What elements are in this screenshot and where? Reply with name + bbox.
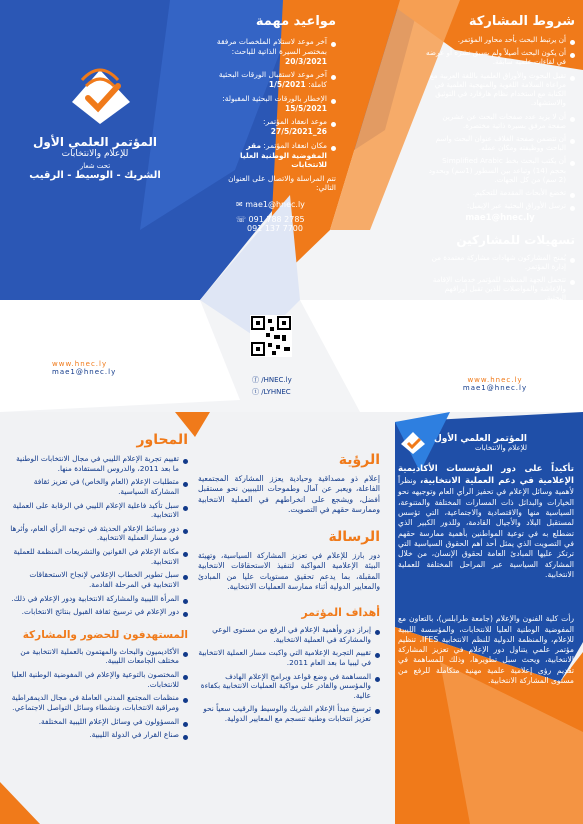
facilities-title: تسهيلات للمشاركين — [456, 232, 575, 247]
condition-item: أن يكتب البحث بخط Simplified Arabic بحجم (14) وتباعد بين السطور (1سم) وبحدود (2 سم) من كل الجهات. — [425, 156, 575, 184]
date-item: الإخطار بالورقات البحثية المقبولة: 15/5/2021 — [216, 94, 336, 114]
conference-logo-small — [398, 430, 428, 456]
conditions-title: شروط المشاركة — [468, 14, 575, 29]
audience-item: الأكاديميون والبحاث والمهتمون بالعملية الانتخابية من مختلف الجامعات الليبية. — [8, 647, 188, 666]
intro-section — [398, 430, 574, 686]
email-link-left[interactable]: mae1@hnec.ly — [52, 368, 117, 376]
dates-title: مواعيد مهمة — [255, 14, 336, 29]
date-item: آخر موعد لاستلام الملخصات مرفقة بمختصر السيرة الذاتية للباحث: 20/3/2021 — [216, 37, 336, 66]
important-dates-section — [216, 14, 336, 233]
conditions-section — [425, 14, 575, 325]
axis-item: سبل تطوير الخطاب الإعلامي لإنجاح الاستحقاقات الانتخابية في المرحلة القادمة. — [8, 570, 188, 589]
facility-item: تنشر الأبحاث المشاركة في كتاب يوثق أعمال المؤتمر. — [425, 307, 575, 325]
conference-logo — [60, 62, 140, 128]
vision-title: الرؤية — [338, 452, 380, 468]
facebook-icon: ⓕ — [252, 376, 259, 384]
intro-bold: تأكيداً على دور المؤسسات الأكاديمية الإعلامية في دعم العملية الانتخابية، — [398, 464, 574, 486]
phone-icon: ☏ — [236, 215, 249, 224]
facility-item: تتحمل الجهة المنظمة للمؤتمر خدمات الإقامة والإعاشة والمواصلات للذين تقبل أوراقهم البحثية. — [425, 275, 575, 303]
audience-title: المستهدفون للحضور والمشاركة — [22, 628, 188, 641]
audience-item: المختصون بالتوعية والإعلام في المفوضية الوطنية العليا للانتخابات. — [8, 670, 188, 689]
phone-number-2: 091 137 7700 — [247, 224, 303, 233]
axis-item: تقييم تجربة الإعلام الليبي في مجال الانتخابات الوطنية ما بعد 2011، والدروس المستفادة منها. — [8, 454, 188, 473]
condition-item: أن يرتبط البحث بأحد محاور المؤتمر. — [425, 35, 575, 44]
axis-item: دور وسائط الإعلام الحديثة في توجيه الرأي العام، وأثرها في مسار العملية الانتخابية. — [8, 524, 188, 543]
slogan-label: تحت شعار — [79, 162, 111, 170]
conference-title: المؤتمر العلمي الأول — [33, 135, 157, 149]
website-link-left[interactable]: www.hnec.ly — [52, 360, 108, 368]
axis-item: متطلبات الإعلام (العام والخاص) في تعزيز ثقافة المشاركة السياسية. — [8, 477, 188, 496]
mission-text: دور بارز للإعلام في تعزيز المشاركة السياسية، وتهيئة البيئة الإعلامية المواكبة لتنفيذ الاستحقاقات الانتخابية المقبلة، بما يدعم تحقيق مستويات عليا من المبادئ والمعايير الدولية أثناء ممارسة العمليات الانتخابية. — [198, 551, 380, 591]
condition-item: تقبل البحوث والأوراق العلمية باللغة العربية مع مراعاة السلامة اللغوية والمنهجية العلمية في الكتابة مع استخدام نظام هارفارد في التوثيق والاستشهاد. — [425, 71, 575, 108]
audience-item: صناع القرار في الدولة الليبية. — [8, 730, 188, 740]
intro-text: ونظراً لأهمية وسائل الإعلام في تحفيز الرأي العام وتوجيهه نحو الخيارات والبدائل ذات المسارات المختلفة والمتنوعة، السياسية منها والاقتصادية والاجتماعية، التي تؤسس لمستقبل البلاد والأجيال القادمة، وللدور الكبير الذي تضطلع به في توعية المواطنين بأهمية ممارسة حقهم في التصويت الذي يمثل أحد أهم الحقوق السياسية التي ترتكز عليها المبادئ العامة لحقوق الإنسان، من خلال المشاركة السياسية عبر المراحل المختلفة للعملية الانتخابية. — [398, 475, 574, 579]
goal-item: ترسيخ مبدأ الإعلام الشريك والوسيط والرقيب سعياً نحو تعزيز انتخابات وطنية تنسجم مع المعايير الدولية. — [198, 704, 380, 723]
date-item: آخر موعد لاستقبال الورقات البحثية كاملة: 1/5/2021 — [216, 70, 336, 90]
condition-item: أن تتضمن صفحة الغلاف عنوان البحث واسم الباحث ووظيفته ومكان عمله. — [425, 134, 575, 152]
goal-item: المساهمة في وضع قواعد وبرامج الإعلام الهادف والمؤسس والقادر على مواكبة العمليات الانتخابية بكفاءة عالية. — [198, 672, 380, 701]
qr-code — [250, 315, 292, 357]
goal-item: تقييم التجربة الإعلامية التي واكبت مسار العملية الانتخابية في ليبيا ما بعد العام 2011. — [198, 648, 380, 667]
conference-subtitle: للإعلام والانتخابات — [61, 149, 129, 159]
audience-item: منظمات المجتمع المدني العاملة في مجال الديمقراطية ومراقبة الانتخابات، ونشطاء وسائل التواصل الاجتماعي. — [8, 693, 188, 712]
condition-item: ترسل الأوراق البحثية عبر الإيميل: — [425, 201, 575, 210]
date-item: موعد انعقاد المؤتمر: 26_27/5/2021 — [216, 117, 336, 137]
condition-item: أن لا يزيد عدد صفحات البحث عن عشرين صفحة مرفق بسيرة ذاتية مختصرة. — [425, 112, 575, 130]
condition-item: أن يكون البحث أصيلاً ولم يسبق نشره أو عرضه في لقاءات علمية سابقة. — [425, 48, 575, 66]
conference-small-title: المؤتمر العلمي الأول — [434, 434, 527, 444]
condition-item: تخضع الأبحاث المقدمة للتحكيم. — [425, 188, 575, 197]
axis-item: دور الإعلام في ترسيخ ثقافة القبول بنتائج الانتخابات. — [8, 607, 188, 617]
college-text: رأت كلية الفنون والإعلام (جامعة طرابلس)، بالتعاون مع المفوضية الوطنية العليا للانتخابات، والمؤسسة الليبية للإعلام، والمنظمة الدولية للنظم الانتخابية IFES، تنظيم مؤتمر علمي يتناول دور الإعلام في تعزيز المشاركة الانتخابية، ويحث سبل تطويرها، وذلك للمساهمة في تقديم رؤى إعلامية علمية مهنية متكاملة للرفع من مستوى المشاركة الانتخابية. — [398, 614, 574, 686]
vision-text: إعلام ذو مصداقية وحيادية يعزز المشاركة المجتمعية الفاعلة، ويعبر عن آمال وطموحات الليبيين نحو مستقبل أفضل، ويشجع على انخراطهم في العملية الانتخابية وممارسة حقهم في التصويت. — [198, 474, 380, 514]
conference-small-subtitle: للإعلام والانتخابات — [475, 444, 527, 452]
axis-item: سبل تأكيد فاعلية الإعلام الليبي في الرقابة على العملية الانتخابية. — [8, 501, 188, 520]
twitter-icon: ⓣ — [252, 388, 259, 396]
axis-item: المرأة الليبية والمشاركة الانتخابية ودور الإعلام في ذلك. — [8, 594, 188, 604]
facility-item: يُمنح المشاركون شهادات مشاركة معتمدة من إدارة المؤتمر. — [425, 253, 575, 271]
brochure-inner-side — [0, 412, 583, 824]
date-item: مكان انعقاد المؤتمر: مقر المفوضية الوطنية العليا للانتخابات — [216, 141, 336, 170]
email-link-right[interactable]: mae1@hnec.ly — [462, 384, 528, 392]
website-link-right[interactable]: www.hnec.ly — [467, 376, 523, 384]
twitter-link[interactable]: ⓣ /LYHNEC — [252, 388, 291, 396]
goals-title: أهداف المؤتمر — [301, 606, 380, 619]
slogan: الشريك - الوسيط - الرقيب — [29, 170, 161, 181]
mission-title: الرسالة — [328, 529, 380, 545]
vision-mission-section — [198, 452, 380, 724]
axes-title: المحاور — [136, 432, 188, 448]
email-icon: ✉ — [236, 200, 246, 209]
axes-section — [8, 432, 188, 740]
facebook-link[interactable]: ⓕ /HNEC.ly — [252, 376, 292, 384]
submission-email[interactable]: mae1@hnec.ly — [465, 212, 535, 223]
contact-email[interactable]: ✉ mae1@hnec.ly — [236, 200, 305, 209]
phone-numbers: ☏ 091 788 2785 — [236, 215, 305, 224]
axis-item: مكانة الإعلام في القوانين والتشريعات المنظمة للعملية الانتخابية. — [8, 547, 188, 566]
contact-note: تتم المراسلة والاتصال على العنوان التالي: — [228, 174, 336, 192]
audience-item: المسؤولون في وسائل الإعلام الليبية المختلفة. — [8, 717, 188, 727]
goal-item: إبراز دور وأهمية الإعلام في الرفع من مستوى الوعي والمشاركة في العملية الانتخابية. — [198, 625, 380, 644]
